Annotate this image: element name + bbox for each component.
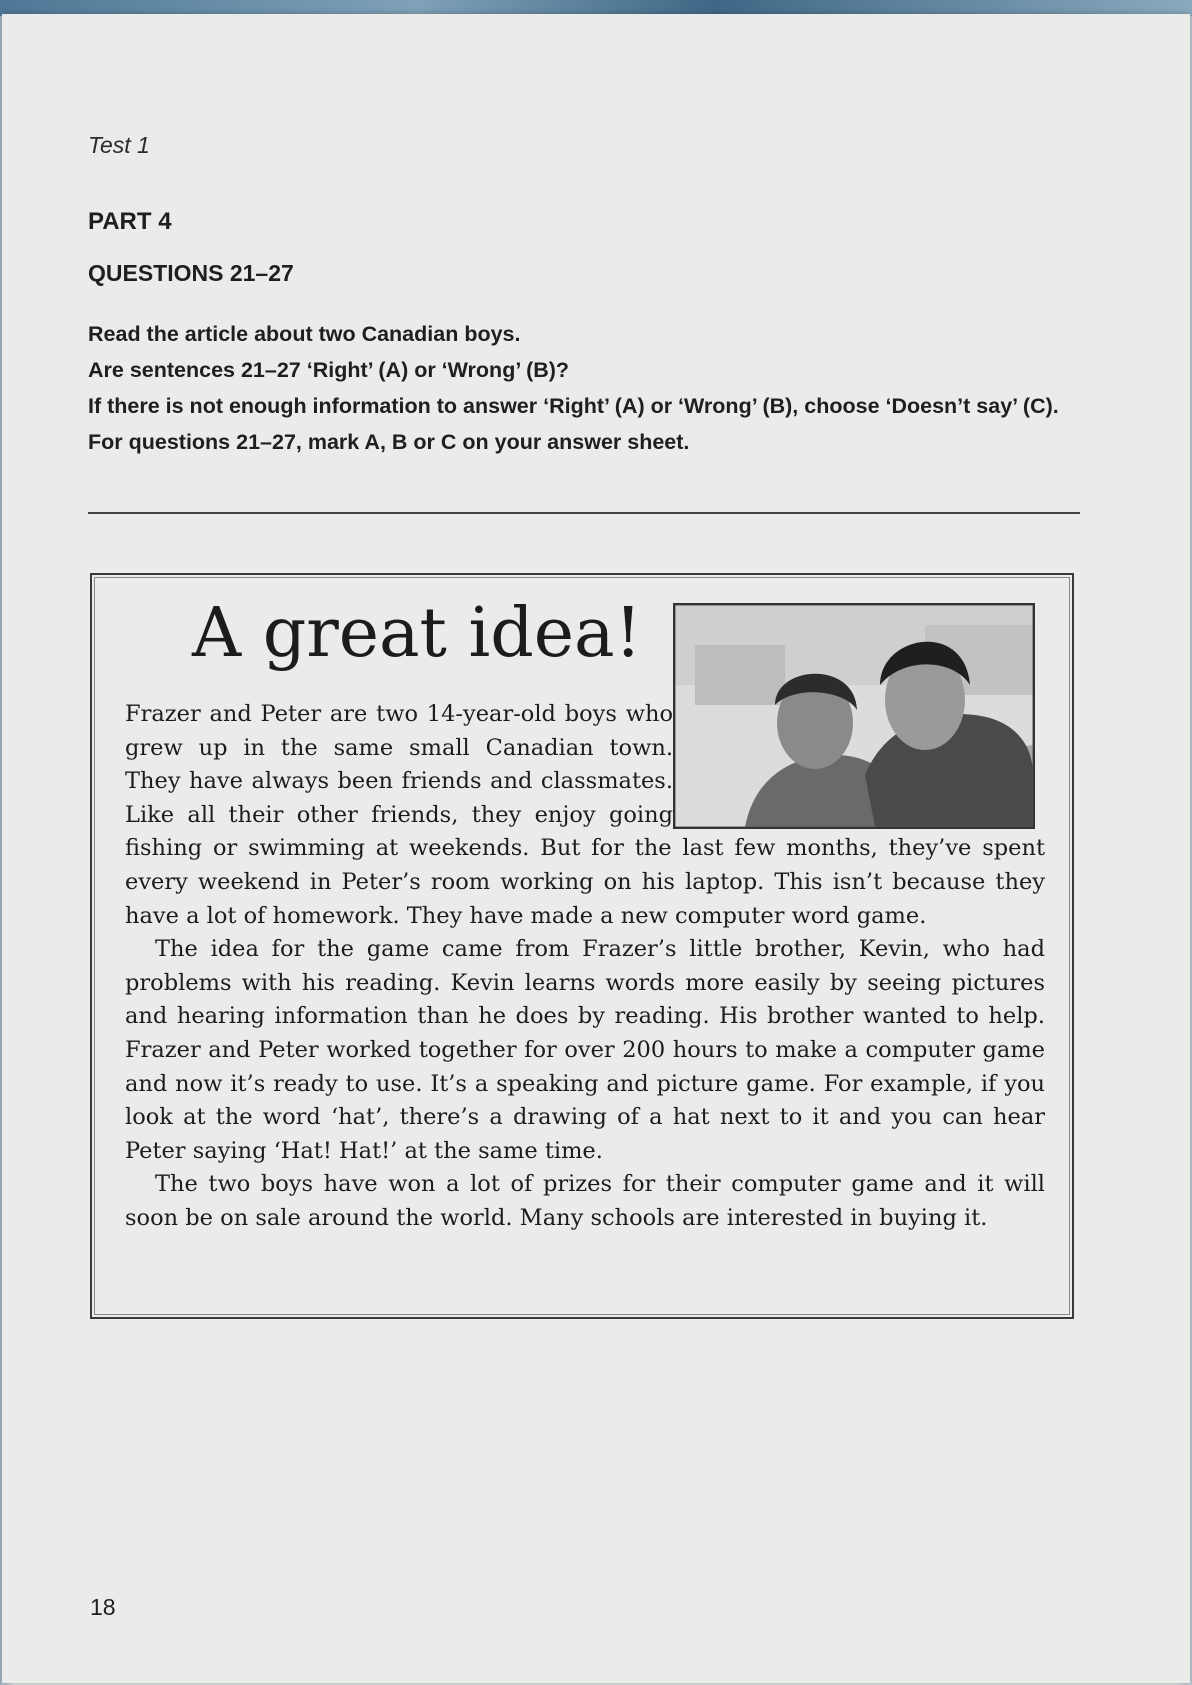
article-paragraph: Frazer and Peter are two 14-year-old boys who grew up in the same small Canadian town. They have always been friends and classmates. Like all their other friends, they enjoy going fishing or swimming at weekends. But for the last few months, they’ve spent every weekend in Peter’s room working on his laptop. This isn’t because they have a lot of homework. They have made a new computer word game. bbox=[125, 701, 1045, 929]
divider-rule bbox=[88, 512, 1080, 514]
instructions bbox=[88, 316, 1078, 460]
article-body bbox=[125, 698, 1045, 1236]
questions-title: QUESTIONS 21–27 bbox=[88, 260, 294, 286]
page-number: 18 bbox=[90, 1594, 116, 1620]
article-title: A great idea! bbox=[192, 594, 642, 673]
running-head: Test 1 bbox=[88, 132, 150, 158]
instruction-line: For questions 21–27, mark A, B or C on your answer sheet. bbox=[88, 430, 690, 454]
instruction-line: Are sentences 21–27 ‘Right’ (A) or ‘Wrong’ (B)? bbox=[88, 358, 570, 382]
article-paragraph: The idea for the game came from Frazer’s little brother, Kevin, who had problems with his reading. Kevin learns words more easily by seeing pictures and hearing information than he does by reading. His brother wanted to help. Frazer and Peter worked together for over 200 hours to make a computer game and now it’s ready to use. It’s a speaking and picture game. For example, if you look at the word ‘hat’, there’s a drawing of a hat next to it and you can hear Peter saying ‘Hat! Hat!’ at the same time. bbox=[125, 936, 1045, 1164]
instruction-line: Read the article about two Canadian boys. bbox=[88, 322, 521, 346]
photo-text-wrap-spacer bbox=[673, 698, 1045, 832]
article-paragraph: The two boys have won a lot of prizes for their computer game and it will soon be on sale around the world. Many schools are interested in buying it. bbox=[125, 1171, 1045, 1231]
part-title: PART 4 bbox=[88, 208, 172, 235]
instruction-line: If there is not enough information to answer ‘Right’ (A) or ‘Wrong’ (B), choose ‘Doesn’t say’ (C). bbox=[88, 394, 1059, 418]
